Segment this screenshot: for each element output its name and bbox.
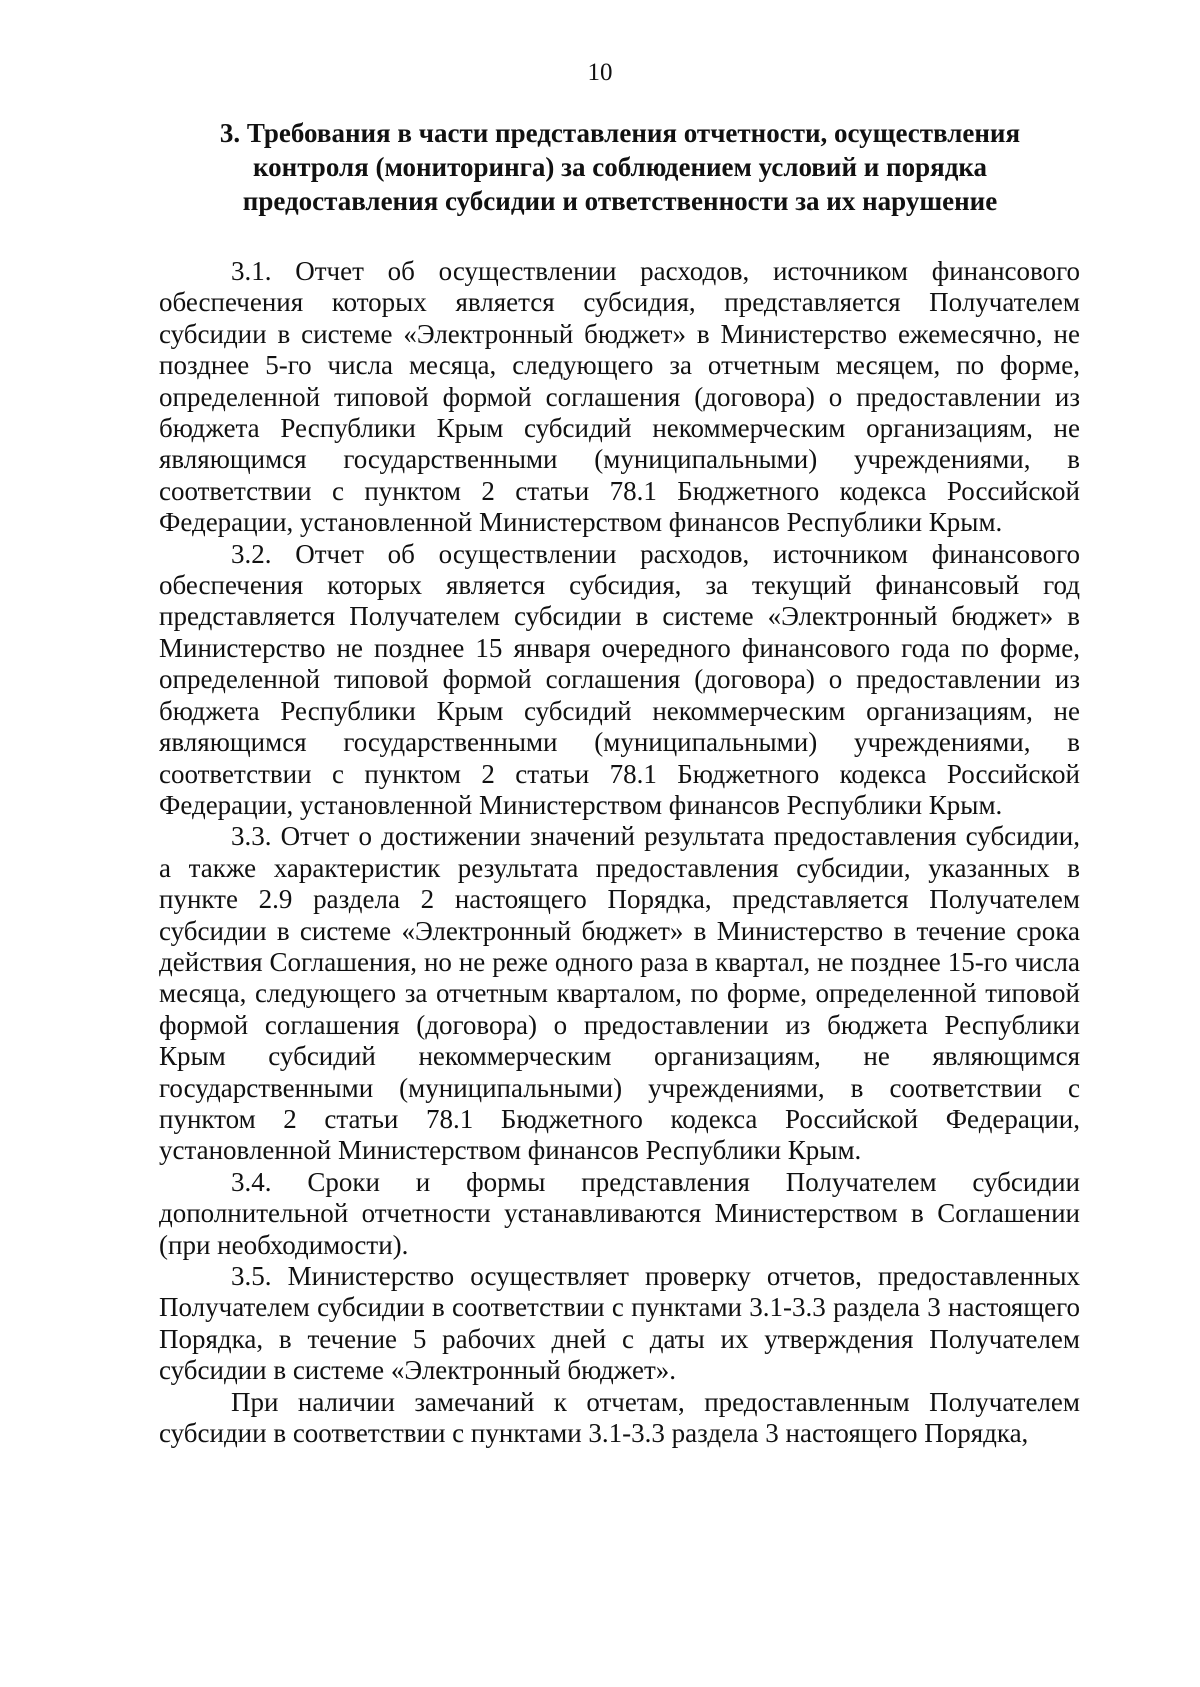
document-body <box>159 256 1080 1449</box>
paragraph-3-3: 3.3. Отчет о достижении значений результата предоставления субсидии, а также характеристик результата предоставления субсидии, указанных в пункте 2.9 раздела 2 настоящего Порядка, представляется Получателем субсидии в системе «Электронный бюджет» в Министерство в течение срока действия Соглашения, но не реже одного раза в квартал, не позднее 15-го числа месяца, следующего за отчетным кварталом, по форме, определенной типовой формой соглашения (договора) о предоставлении из бюджета Республики Крым субсидий некоммерческим организациям, не являющимся государственными (муниципальными) учреждениями, в соответствии с пунктом 2 статьи 78.1 Бюджетного кодекса Российской Федерации, установленной Министерством финансов Республики Крым. <box>159 821 1080 1166</box>
paragraph-3-5: 3.5. Министерство осуществляет проверку отчетов, предоставленных Получателем субсидии в соответствии с пунктами 3.1-3.3 раздела 3 настоящего Порядка, в течение 5 рабочих дней с даты их утверждения Получателем субсидии в системе «Электронный бюджет». <box>159 1261 1080 1386</box>
paragraph-remarks: При наличии замечаний к отчетам, предоставленным Получателем субсидии в соответствии с пунктами 3.1-3.3 раздела 3 настоящего Порядка, <box>159 1386 1080 1449</box>
paragraph-3-1: 3.1. Отчет об осуществлении расходов, источником финансового обеспечения которых является субсидия, представляется Получателем субсидии в системе «Электронный бюджет» в Министерство ежемесячно, не позднее 5-го числа месяца, следующего за отчетным месяцем, по форме, определенной типовой формой соглашения (договора) о предоставлении из бюджета Республики Крым субсидий некоммерческим организациям, не являющимся государственными (муниципальными) учреждениями, в соответствии с пунктом 2 статьи 78.1 Бюджетного кодекса Российской Федерации, установленной Министерством финансов Республики Крым. <box>159 256 1080 538</box>
section-heading: 3. Требования в части представления отчетности, осуществления контроля (мониторинга) за соблюдением условий и порядка предоставления субсидии и ответственности за их нарушение <box>219 118 1021 216</box>
page-number: 10 <box>587 59 613 86</box>
paragraph-3-2: 3.2. Отчет об осуществлении расходов, источником финансового обеспечения которых является субсидия, за текущий финансовый год представляется Получателем субсидии в системе «Электронный бюджет» в Министерство не позднее 15 января очередного финансового года по форме, определенной типовой формой соглашения (договора) о предоставлении из бюджета Республики Крым субсидий некоммерческим организациям, не являющимся государственными (муниципальными) учреждениями, в соответствии с пунктом 2 статьи 78.1 Бюджетного кодекса Российской Федерации, установленной Министерством финансов Республики Крым. <box>159 538 1080 820</box>
paragraph-3-4: 3.4. Сроки и формы представления Получателем субсидии дополнительной отчетности устанавливаются Министерством в Соглашении (при необходимости). <box>159 1166 1080 1260</box>
